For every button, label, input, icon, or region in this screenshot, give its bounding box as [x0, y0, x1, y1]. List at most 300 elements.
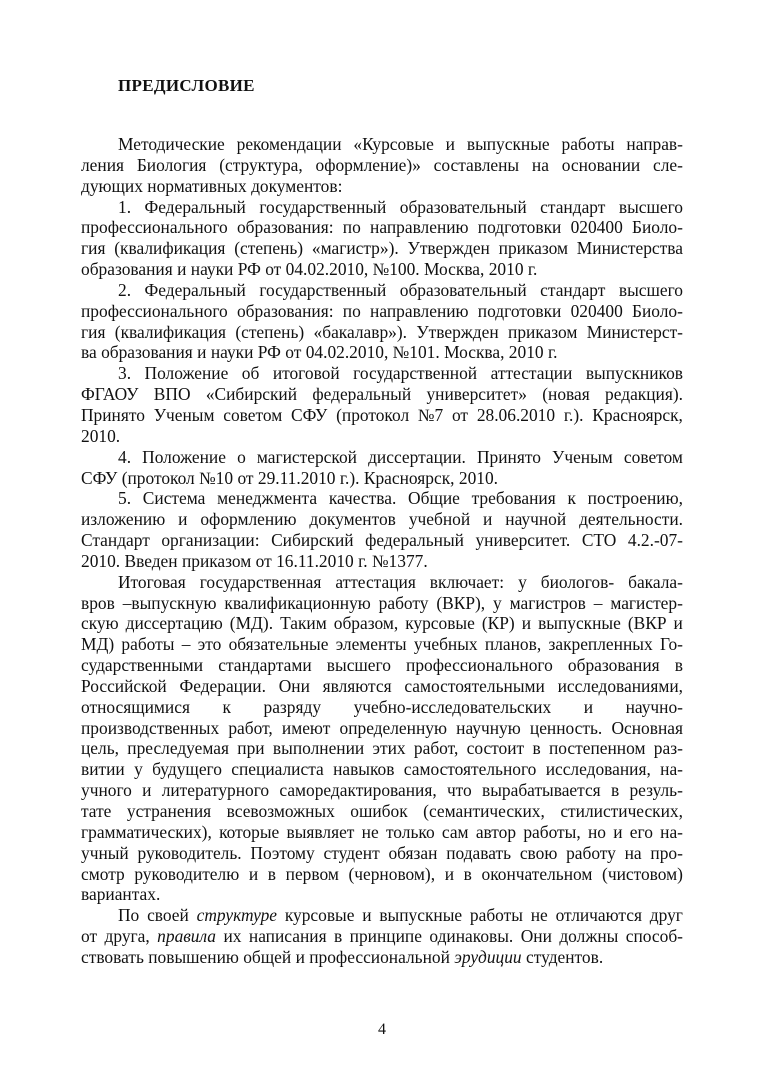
word: их: [223, 926, 242, 947]
word: качества.: [328, 488, 397, 509]
word: в: [674, 655, 683, 676]
word: и: [444, 863, 454, 884]
text-line: [81, 176, 683, 197]
word: витии: [81, 759, 125, 780]
document-body: [81, 134, 683, 968]
word: повышению: [148, 946, 239, 967]
word: научно-: [625, 696, 683, 717]
word: обязан: [388, 842, 438, 863]
word: обязательные: [228, 634, 329, 655]
text-line: [81, 697, 683, 718]
word: у: [134, 759, 143, 780]
word: его: [629, 821, 653, 842]
word: 1.: [118, 196, 132, 217]
word: 5.: [118, 488, 132, 509]
text-line: [81, 613, 683, 634]
word: и: [362, 905, 372, 926]
word: общей: [243, 946, 292, 967]
word: образовательный: [399, 279, 527, 300]
word: от: [451, 404, 469, 425]
word: сударственными: [81, 655, 204, 676]
word: состоит: [466, 738, 525, 759]
word: автор: [475, 821, 517, 842]
word: саморедактирования,: [279, 780, 437, 801]
word: в: [532, 738, 541, 759]
word: что: [446, 780, 472, 801]
word: 2010.: [81, 550, 121, 571]
word: 04.02.2010,: [305, 342, 389, 363]
word: 3.: [118, 363, 132, 384]
word: 4.2.-07-: [627, 530, 683, 551]
word: гия: [81, 321, 106, 342]
word: не: [361, 821, 379, 842]
word: резуль-: [629, 780, 683, 801]
word: в: [463, 863, 472, 884]
text-line: [81, 280, 683, 301]
word: Основная: [611, 717, 683, 738]
word: приказом: [508, 321, 578, 342]
word: относящимися: [81, 696, 190, 717]
word: эрудиции: [454, 946, 522, 967]
word: по: [342, 300, 361, 321]
word: Биология: [136, 154, 207, 175]
text-line: [81, 780, 683, 801]
text-line: [81, 509, 683, 530]
text-line: [81, 134, 683, 155]
word: организации:: [161, 530, 260, 551]
word: магистров: [509, 592, 586, 613]
word: 2010.: [81, 425, 121, 446]
word: МД): [81, 634, 115, 655]
word: работ,: [228, 717, 273, 738]
word: друг: [649, 905, 683, 926]
word: у: [493, 592, 502, 613]
word: №7: [417, 404, 444, 425]
word: По: [118, 905, 140, 926]
word: закрепленных: [548, 634, 653, 655]
word: образования: [81, 259, 173, 280]
paragraph: [81, 280, 683, 363]
word: федеральный: [365, 530, 464, 551]
word: направлению: [370, 300, 469, 321]
word: и: [613, 821, 623, 842]
word: Москва,: [444, 342, 505, 363]
text-line: [81, 634, 683, 655]
word: первом: [285, 863, 339, 884]
word: Система: [142, 488, 206, 509]
word: №101.: [392, 342, 440, 363]
word: Принято: [476, 446, 541, 467]
word: биологов-: [540, 571, 615, 592]
word: СФУ: [81, 467, 118, 488]
word: ценность.: [529, 717, 603, 738]
word: профессионального: [81, 300, 228, 321]
text-line: [81, 572, 683, 593]
word: раз-: [653, 738, 683, 759]
word: ствовать: [81, 946, 144, 967]
word: не: [530, 905, 548, 926]
word: включает:: [429, 571, 505, 592]
word: «бакалавр»).: [313, 321, 408, 342]
word: оформление)»: [315, 154, 421, 175]
word: построению,: [587, 488, 683, 509]
text-line: [81, 801, 683, 822]
word: Поэтому: [250, 842, 315, 863]
word: и: [445, 134, 455, 154]
word: учебной: [408, 509, 471, 530]
word: Принято: [81, 404, 145, 425]
text-line: [81, 947, 683, 968]
word: подготовки: [477, 217, 562, 238]
word: образования: [567, 655, 660, 676]
word: являются: [322, 675, 392, 696]
word: самостоятельного: [403, 759, 537, 780]
word: от: [237, 467, 254, 488]
word: –: [181, 634, 191, 655]
word: Федеральный: [144, 279, 246, 300]
word: Российской: [81, 675, 167, 696]
word: образом,: [333, 613, 399, 634]
word: направ-: [626, 134, 683, 154]
word: советом: [623, 446, 683, 467]
word: составлены: [433, 154, 520, 175]
word: сле-: [653, 154, 683, 175]
text-line: [81, 217, 683, 238]
word: (квалификация: [114, 238, 226, 259]
word: государственный: [259, 196, 387, 217]
word: (семантических,: [423, 801, 545, 821]
word: специалиста: [231, 759, 324, 780]
word: аттестации: [490, 363, 573, 384]
word: Ученым: [153, 404, 215, 425]
word: Сибирский: [271, 530, 354, 551]
word: 2010: [508, 342, 544, 363]
word: от: [265, 259, 282, 280]
word: Биоло-: [632, 217, 683, 238]
word: приказом: [181, 550, 252, 571]
word: 16.11.2010: [276, 550, 354, 571]
paragraph: [81, 363, 683, 446]
word: элементы: [335, 634, 407, 655]
word: в: [334, 926, 343, 947]
word: РФ: [237, 259, 261, 280]
word: и: [178, 509, 188, 530]
word: цель,: [81, 738, 119, 759]
word: основании: [561, 154, 641, 175]
word: выпускные: [538, 613, 621, 634]
word: изложению: [81, 509, 166, 530]
word: своей: [147, 905, 189, 926]
word: и: [142, 780, 152, 801]
word: нормативных: [147, 175, 247, 196]
word: учного: [81, 780, 132, 801]
word: Федеральный: [144, 196, 246, 217]
word: ВПО: [153, 384, 191, 405]
word: №100.: [372, 259, 420, 280]
word: об: [241, 363, 260, 384]
word: Министерст-: [586, 321, 683, 342]
word: Общие: [408, 488, 460, 509]
word: документов: [309, 509, 396, 530]
word: студентов.: [526, 946, 604, 967]
word: самостоятельными: [404, 675, 545, 696]
word: от: [285, 342, 302, 363]
word: при: [237, 738, 265, 759]
word: и: [583, 696, 594, 717]
word: высшего: [618, 196, 683, 217]
word: разряду: [263, 696, 322, 717]
word: о: [237, 446, 246, 467]
word: Они: [278, 675, 310, 696]
word: смотр: [81, 863, 125, 884]
word: окончательном: [481, 863, 593, 884]
word: –выпускную: [122, 592, 217, 613]
word: (новая: [542, 384, 590, 405]
word: научную: [456, 717, 521, 738]
word: гия: [81, 238, 106, 259]
word: от: [81, 926, 98, 947]
text-line: [81, 759, 683, 780]
word: производственных: [81, 717, 220, 738]
word: работы: [121, 634, 175, 655]
word: Введен: [124, 550, 178, 571]
word: работ,: [413, 738, 459, 759]
word: работы: [561, 134, 615, 154]
word: 020400: [570, 300, 623, 321]
text-line: [81, 905, 683, 926]
word: редакция).: [605, 384, 683, 405]
word: планов,: [484, 634, 542, 655]
word: способ-: [625, 926, 683, 947]
word: работы: [469, 905, 523, 926]
word: диссертацию: [125, 613, 223, 634]
word: федеральный: [312, 384, 412, 405]
word: на-: [660, 821, 683, 842]
word: вырабатывается: [482, 780, 601, 801]
word: (степень): [234, 238, 304, 259]
word: 020400: [570, 217, 623, 238]
text-line: [81, 447, 683, 468]
word: работы,: [523, 821, 581, 842]
word: принципе: [349, 926, 422, 947]
word: Положение: [144, 363, 229, 384]
word: «Сибирский: [205, 384, 298, 405]
word: Положение: [142, 446, 226, 467]
word: государственный: [259, 279, 387, 300]
word: в: [267, 863, 277, 884]
word: 2010: [488, 259, 524, 280]
word: приказом: [498, 238, 568, 259]
word: СФУ: [291, 404, 328, 425]
word: Утвержден: [407, 238, 490, 259]
word: требования: [471, 488, 556, 509]
word: курсовые: [284, 905, 355, 926]
word: стандарт: [540, 279, 606, 300]
word: литературного: [161, 780, 270, 801]
word: на: [531, 154, 549, 175]
word: Министерства: [576, 238, 683, 259]
word: от: [255, 550, 272, 571]
word: написания: [248, 926, 327, 947]
word: профессиональной: [309, 946, 450, 967]
word: итоговой: [272, 363, 340, 384]
text-line: [81, 926, 683, 947]
word: учебно-исследовательских: [353, 696, 552, 717]
word: друга,: [104, 926, 150, 947]
word: подавать: [446, 842, 512, 863]
text-line: [81, 426, 683, 447]
text-line: [81, 405, 683, 426]
word: 29.11.2010: [257, 467, 336, 488]
word: и: [248, 863, 259, 884]
word: имеют: [281, 717, 331, 738]
word: рекомендации: [236, 134, 342, 154]
word: руководитель.: [137, 842, 242, 863]
word: диссертации.: [368, 446, 466, 467]
word: 28.06.2010: [476, 404, 556, 425]
word: но: [587, 821, 606, 842]
word: определенную: [339, 717, 447, 738]
word: и: [197, 342, 207, 363]
word: Итоговая: [118, 571, 186, 592]
word: (ВКР: [627, 613, 667, 634]
word: исследования,: [545, 759, 651, 780]
word: деятельности.: [579, 509, 683, 530]
word: образования:: [236, 300, 334, 321]
word: государственной: [353, 363, 478, 384]
word: университет»: [426, 384, 527, 405]
word: и: [295, 946, 305, 967]
word: выпускные: [379, 905, 463, 926]
word: (МД).: [229, 613, 274, 634]
word: направлению: [370, 217, 469, 238]
text-line: [81, 488, 683, 509]
text-line: [81, 384, 683, 405]
word: «магистр»).: [311, 238, 399, 259]
word: студент: [323, 842, 380, 863]
word: стандарт: [540, 196, 606, 217]
word: Го-: [659, 634, 683, 655]
word: всевозможных: [226, 801, 335, 821]
text-line: [81, 676, 683, 697]
word: устранения: [126, 801, 212, 821]
word: (квалификация: [114, 321, 226, 342]
word: Таким: [280, 613, 327, 634]
word: навыков: [333, 759, 395, 780]
word: 2010.: [458, 467, 499, 488]
word: ФГАОУ: [81, 384, 139, 405]
word: аттестация: [335, 571, 416, 592]
text-line: [81, 530, 683, 551]
word: магистер-: [610, 592, 683, 613]
word: (протокол: [336, 404, 410, 425]
text-line: [81, 301, 683, 322]
word: ва: [81, 342, 97, 363]
word: государственная: [199, 571, 322, 592]
word: работу: [566, 842, 616, 863]
word: документов:: [251, 175, 343, 196]
text-line: [81, 363, 683, 384]
word: на-: [660, 759, 683, 780]
word: Красноярск,: [363, 467, 455, 488]
word: высшего: [618, 279, 683, 300]
word: правила: [157, 926, 216, 947]
text-line: [81, 593, 683, 614]
word: исследованиями,: [557, 675, 683, 696]
word: образовательный: [399, 196, 527, 217]
paragraph: [81, 905, 683, 968]
word: (ВКР),: [436, 592, 486, 613]
word: и: [521, 613, 532, 634]
word: одинаковы.: [429, 926, 514, 947]
text-line: [81, 468, 683, 489]
word: Методические: [118, 134, 225, 154]
word: г.: [358, 550, 368, 571]
word: выпускные: [466, 134, 550, 154]
paragraph: [81, 197, 683, 280]
word: у: [518, 571, 527, 592]
word: (чистовом): [602, 863, 683, 884]
word: (протокол: [121, 467, 195, 488]
word: выявляет: [286, 821, 355, 842]
word: №1377.: [371, 550, 428, 571]
word: выполнении: [272, 738, 365, 759]
word: «Курсовые: [353, 134, 434, 154]
word: и: [483, 509, 493, 530]
word: (КР): [481, 613, 515, 634]
word: это: [197, 634, 222, 655]
text-line: [81, 322, 683, 343]
word: Федерации.: [179, 675, 266, 696]
word: (структура,: [219, 154, 303, 175]
word: науки: [190, 259, 234, 280]
paragraph: [81, 488, 683, 571]
word: грамматических),: [81, 821, 212, 842]
word: научной: [505, 509, 567, 530]
word: отличаются: [555, 905, 642, 926]
word: г.).: [339, 467, 360, 488]
word: сам: [441, 821, 469, 842]
word: подготовки: [477, 300, 562, 321]
word: СТО: [581, 530, 617, 551]
paragraph: [81, 572, 683, 906]
paragraph: [81, 447, 683, 489]
text-line: [81, 155, 683, 176]
text-line: [81, 655, 683, 676]
word: скую: [81, 613, 119, 634]
word: работу: [378, 592, 429, 613]
word: будущего: [152, 759, 222, 780]
word: этих: [372, 738, 406, 759]
text-line: [81, 884, 683, 905]
word: преследуемая: [127, 738, 229, 759]
word: выпускников: [585, 363, 683, 384]
word: советом: [223, 404, 283, 425]
word: и: [177, 259, 187, 280]
word: –: [593, 592, 603, 613]
word: только: [385, 821, 435, 842]
word: Ученым: [552, 446, 613, 467]
word: (степень): [235, 321, 305, 342]
word: должны: [559, 926, 619, 947]
word: г.: [547, 342, 558, 363]
word: вров: [81, 592, 115, 613]
word: про-: [650, 842, 683, 863]
word: университет.: [475, 530, 571, 551]
text-line: [81, 342, 683, 363]
paragraph: [81, 134, 683, 197]
text-line: [81, 259, 683, 280]
